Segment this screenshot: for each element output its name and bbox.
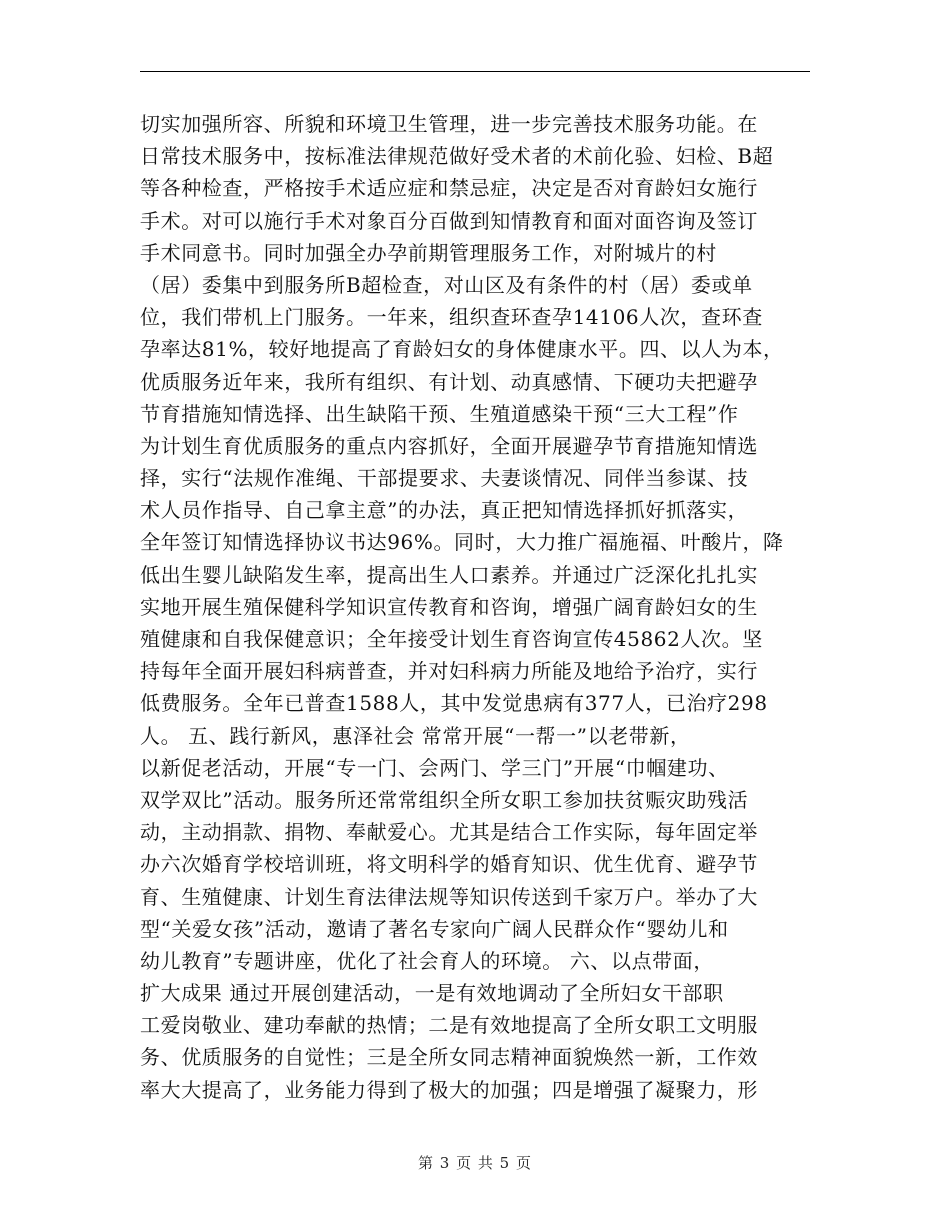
page-number: 第 3 页 共 5 页: [418, 1154, 532, 1172]
text-line: 孕率达81%，较好地提高了育龄妇女的身体健康水平。四、以人为本，: [140, 337, 784, 362]
text-line: 节育措施知情选择、出生缺陷干预、生殖道感染干预“三大工程”作: [140, 401, 739, 426]
text-line: 工爱岗敬业、建功奉献的热情；二是有效地提高了全所女职工文明服: [140, 1013, 758, 1038]
header-rule: [140, 71, 810, 72]
text-line: 以新促老活动，开展“专一门、会两门、学三门”开展“巾帼建功、: [140, 755, 729, 780]
body-text: [140, 108, 820, 1106]
text-line: 择，实行“法规作准绳、干部提要求、夫妻谈情况、同伴当参谋、技: [140, 466, 749, 491]
text-line: 殖健康和自我保健意识；全年接受计划生育咨询宣传45862人次。坚: [140, 627, 763, 651]
text-line: 育、生殖健康、计划生育法律法规等知识传送到千家万户。举办了大: [140, 884, 758, 909]
text-line: 动，主动捐款、捐物、奉献爱心。尤其是结合工作实际，每年固定举: [140, 820, 758, 845]
text-line: 位，我们带机上门服务。一年来，组织查环查孕14106人次，查环查: [140, 305, 763, 330]
text-line: 切实加强所容、所貌和环境卫生管理，进一步完善技术服务功能。在: [140, 112, 758, 136]
text-line: 务、优质服务的自觉性；三是全所女同志精神面貌焕然一新，工作效: [140, 1045, 758, 1070]
text-line: 持每年全面开展妇科病普查，并对妇科病力所能及地给予治疗，实行: [140, 659, 758, 684]
text-line: 日常技术服务中，按标准法律规范做好受术者的术前化验、妇检、B超: [140, 144, 774, 169]
text-line: 人。 五、践行新风，惠泽社会 常常开展“一帮一”以老带新，: [140, 723, 691, 748]
text-line: 为计划生育优质服务的重点内容抓好，全面开展避孕节育措施知情选: [140, 433, 758, 458]
text-line: 手术。对可以施行手术对象百分百做到知情教育和面对面咨询及签订: [140, 208, 758, 233]
text-line: 幼儿教育”专题讲座，优化了社会育人的环境。 六、以点带面，: [140, 948, 714, 973]
text-line: 实地开展生殖保健科学知识宣传教育和咨询，增强广阔育龄妇女的生: [140, 594, 758, 619]
text-line: 型“关爱女孩”活动，邀请了著名专家向广阔人民群众作“婴幼儿和: [140, 916, 729, 941]
text-line: 等各种检查，严格按手术适应症和禁忌症，决定是否对育龄妇女施行: [140, 176, 758, 201]
text-line: 低出生婴儿缺陷发生率，提高出生人口素养。并通过广泛深化扎扎实: [140, 562, 758, 587]
text-line: 优质服务近年来，我所有组织、有计划、动真感情、下硬功夫把避孕: [140, 369, 758, 394]
text-line: 率大大提高了，业务能力得到了极大的加强；四是增强了凝聚力，形: [140, 1077, 758, 1102]
text-line: 扩大成果 通过开展创建活动，一是有效地调动了全所妇女干部职: [140, 981, 724, 1006]
text-line: 低费服务。全年已普查1588人，其中发觉患病有377人，已治疗298: [140, 691, 768, 716]
text-line: 办六次婚育学校培训班，将文明科学的婚育知识、优生优育、避孕节: [140, 852, 758, 877]
text-line: 双学双比”活动。服务所还常常组织全所女职工参加扶贫赈灾助残活: [140, 787, 749, 812]
text-line: 术人员作指导、自己拿主意”的办法，真正把知情选择抓好抓落实，: [140, 498, 749, 523]
text-line: 全年签订知情选择协议书达96%。同时，大力推广福施福、叶酸片，降: [140, 530, 784, 555]
text-line: 手术同意书。同时加强全办孕前期管理服务工作，对附城片的村: [140, 240, 717, 265]
text-line: （居）委集中到服务所B超检查，对山区及有条件的村（居）委或单: [140, 272, 753, 297]
